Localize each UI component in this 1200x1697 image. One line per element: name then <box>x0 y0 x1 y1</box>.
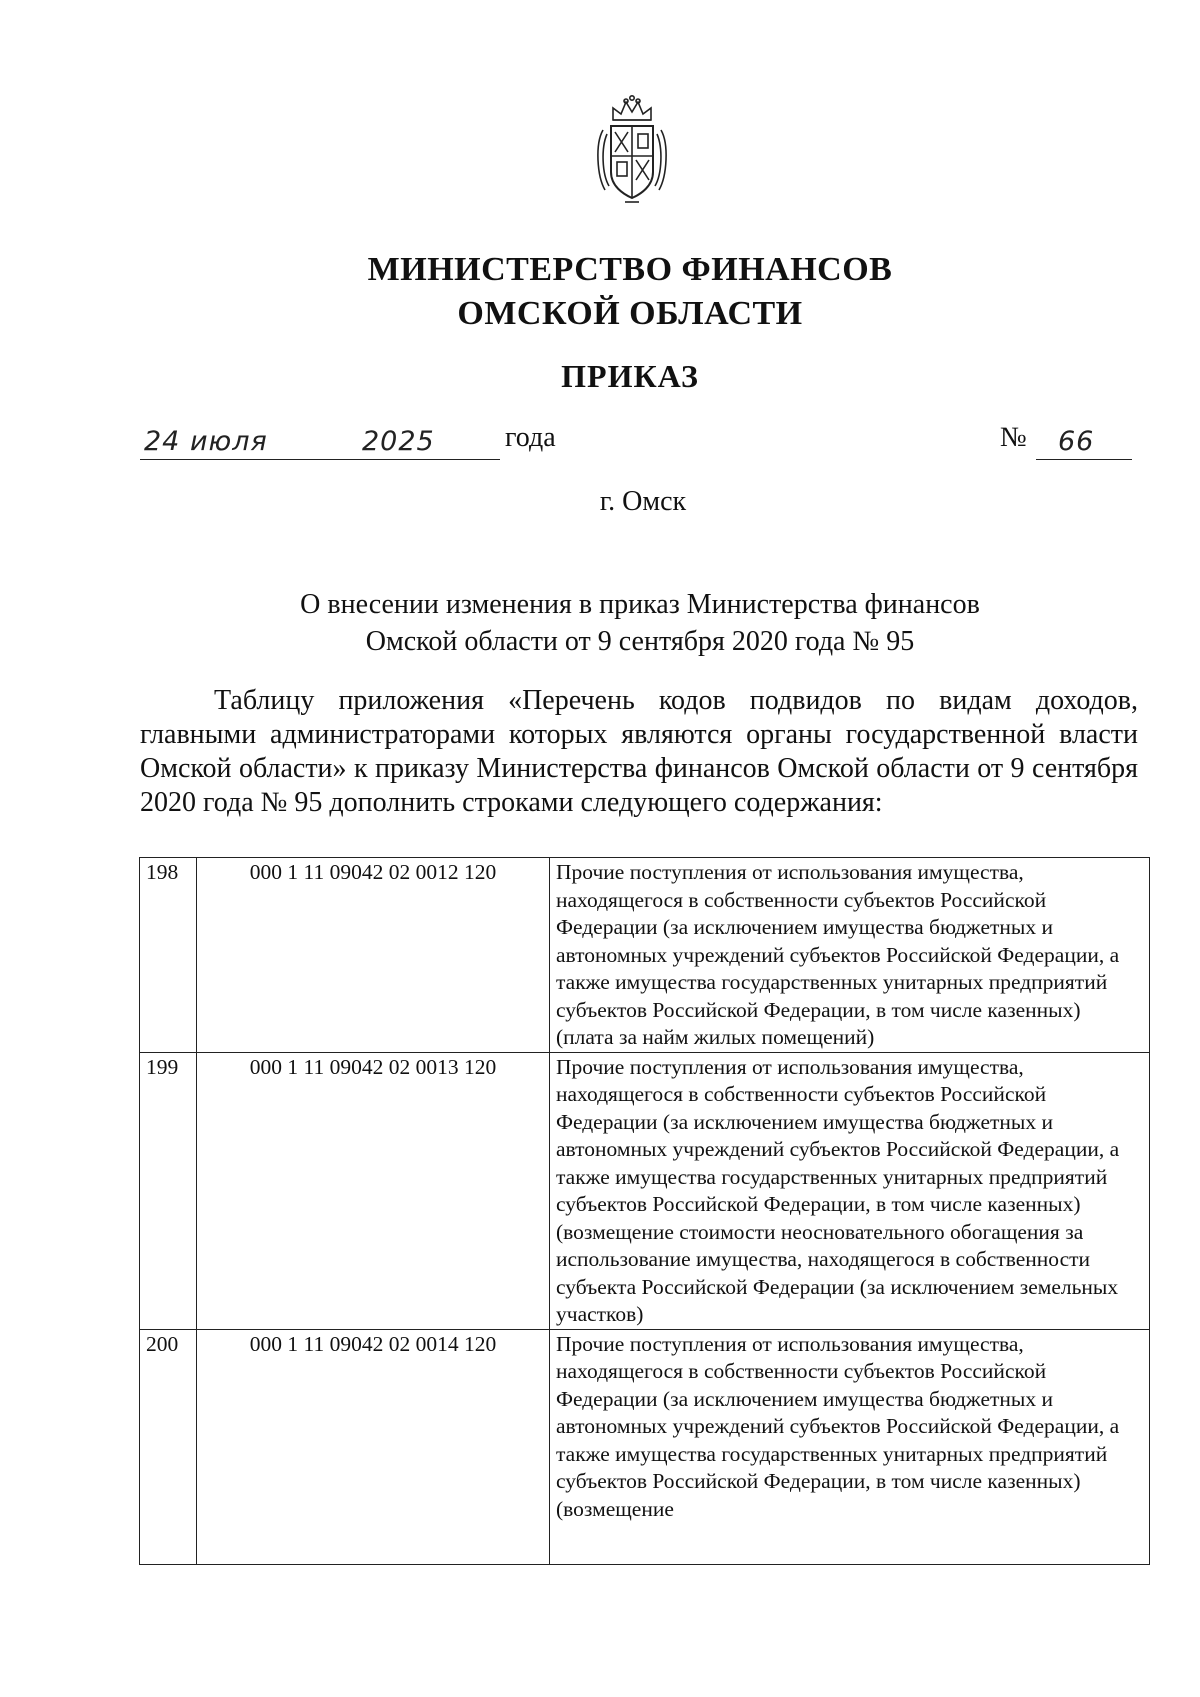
income-description: Прочие поступления от использования имущества, находящегося в собственности субъектов Российской Федерации (за исключением имущества бюджетных и автономных учреждений субъектов Российской Федерации, а также имущества государственных унитарных предприятий субъектов Российской Федерации, в том числе казенных) (плата за найм жилых помещений) <box>550 858 1150 1053</box>
row-number: 200 <box>140 1329 197 1564</box>
income-code: 000 1 11 09042 02 0013 120 <box>197 1052 550 1329</box>
order-subject-line2: Омской области от 9 сентября 2020 года № 95 <box>365 626 915 657</box>
income-code: 000 1 11 09042 02 0014 120 <box>197 1329 550 1564</box>
row-number: 198 <box>140 858 197 1053</box>
order-subject <box>140 586 1140 660</box>
income-code: 000 1 11 09042 02 0012 120 <box>197 858 550 1053</box>
ministry-title <box>0 248 1200 336</box>
order-subject-line1: О внесении изменения в приказ Министерства финансов <box>300 589 980 620</box>
date-year: 2025 <box>362 426 435 457</box>
income-description: Прочие поступления от использования имущества, находящегося в собственности субъектов Российской Федерации (за исключением имущества бюджетных и автономных учреждений субъектов Российской Федерации, а также имущества государственных унитарных предприятий субъектов Российской Федерации, в том числе казенных) (возмещение <box>556 1331 1120 1521</box>
document-type: ПРИКАЗ <box>561 358 699 394</box>
income-description: Прочие поступления от использования имущества, находящегося в собственности субъектов Российской Федерации (за исключением имущества бюджетных и автономных учреждений субъектов Российской Федерации, а также имущества государственных унитарных предприятий субъектов Российской Федерации, в том числе казенных) (возмещение стоимости неосновательного обогащения за использование имущества, находящегося в собственности субъекта Российской Федерации (за исключением земельных участков) <box>550 1052 1150 1329</box>
income-codes-table <box>139 857 1150 1565</box>
table-row <box>140 858 1150 1053</box>
table-row <box>140 1329 1150 1564</box>
city: г. Омск <box>599 486 687 517</box>
order-number: 66 <box>1058 426 1095 457</box>
coat-of-arms-icon <box>591 94 673 206</box>
ministry-title-line2: ОМСКОЙ ОБЛАСТИ <box>457 295 803 332</box>
row-number: 199 <box>140 1052 197 1329</box>
number-field <box>1036 415 1132 460</box>
date-suffix: года <box>505 422 556 453</box>
date-day-month: 24 июля <box>144 426 268 457</box>
date-field <box>140 415 500 460</box>
ministry-title-line1: МИНИСТЕРСТВО ФИНАНСОВ <box>367 251 893 288</box>
number-sign: № <box>1000 422 1027 453</box>
income-description-cell <box>550 1329 1150 1564</box>
table-row <box>140 1052 1150 1329</box>
body-paragraph: Таблицу приложения «Перечень кодов подвидов по видам доходов, главными администраторами которых являются органы государственной власти Омской области» к приказу Министерства финансов Омской области от 9 сентября 2020 года № 95 дополнить строками следующего содержания: <box>140 685 1138 818</box>
